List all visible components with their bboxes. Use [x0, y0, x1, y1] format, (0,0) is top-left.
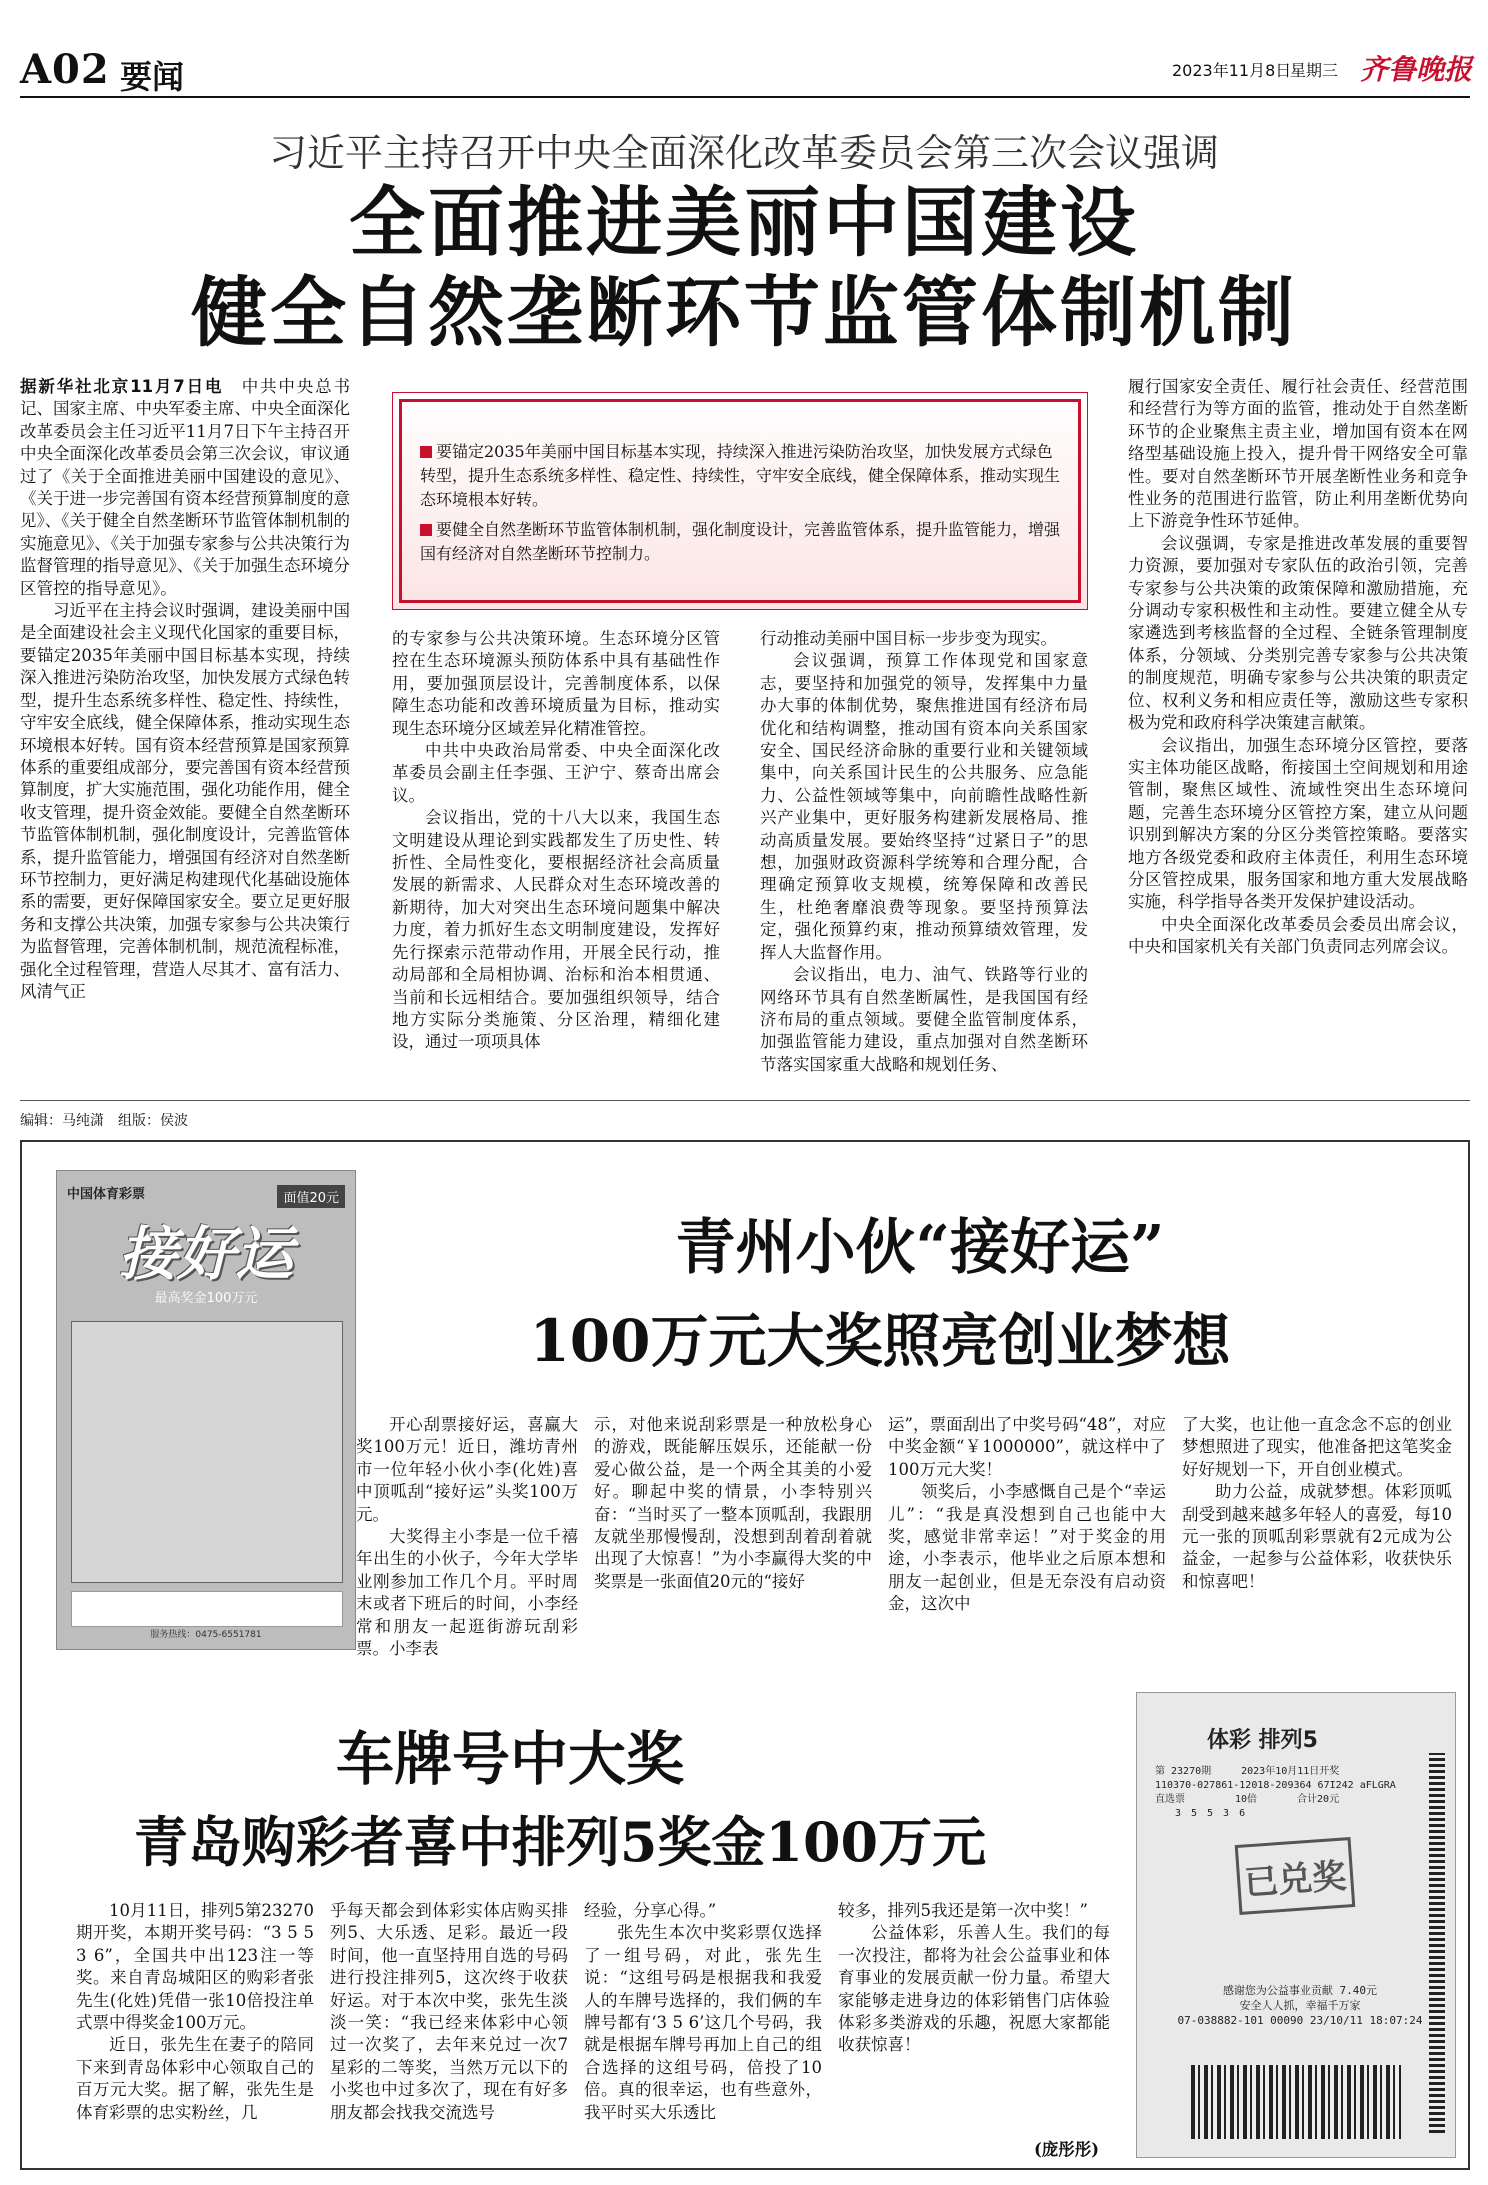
ad1-column-4	[1182, 1414, 1452, 1660]
lead-kicker: 习近平主持召开中央全面深化改革委员会第三次会议强调	[268, 131, 1219, 175]
lead-paragraph: 中央全面深化改革委员会委员出席会议，中央和国家机关有关部门负责同志列席会议。	[1128, 914, 1468, 957]
page-number: A02	[20, 46, 110, 93]
ticket-line: 第 23270期 2023年10月11日开奖	[1155, 1766, 1340, 1777]
ad2-column-1	[76, 1900, 314, 2158]
ad2-headline-1: 车牌号中大奖	[335, 1725, 684, 1793]
ticket-line: 110370-027861-12018-209364 67I242 aFLGRA	[1155, 1780, 1396, 1791]
summary-box	[392, 392, 1088, 610]
summary-point: 要健全自然垄断环节监管体制机制，强化制度设计，完善监管体系，提升监管能力，增强国有经济对自然垄断环节控制力。	[420, 520, 1061, 563]
ad-paragraph: 了大奖，也让他一直念念不忘的创业梦想照进了现实，他准备把这笔奖金好好规划一下，开自创业模式。	[1182, 1415, 1452, 1479]
ticket-barcode-area	[71, 1591, 343, 1627]
ad1-column-1	[356, 1414, 578, 1660]
ticket-line: 3 5 5 3 6	[1155, 1808, 1246, 1819]
ad1-column-2	[594, 1414, 872, 1660]
issue-weekday: 星期三	[1290, 61, 1339, 80]
lead-column-4	[1128, 376, 1468, 1081]
ticket-side-barcode	[1429, 1753, 1445, 2133]
ad1-headline-1: 青州小伙“接好运”	[675, 1213, 1165, 1283]
lead-paragraph: 会议指出，电力、油气、铁路等行业的网络环节具有自然垄断属性，是我国国有经济布局的重点领域。要健全监管制度体系，加强监管能力建设，重点加强对自然垄断环节落实国家重大战略和规划任务、	[760, 965, 1088, 1074]
lead-column-3	[760, 628, 1088, 1081]
ad-paragraph: 示，对他来说刮彩票是一种放松身心的游戏，既能解压娱乐，还能献一份爱心做公益，是一个两全其美的小爱好。聊起中奖的情景，小李特别兴奋：“当时买了一整本顶呱刮，我跟朋友就坐那慢慢刮，没想到刮着刮着就出现了大惊喜！”为小李赢得大奖的中奖票是一张面值20元的“接好	[594, 1415, 872, 1591]
ad-paragraph: 助力公益，成就梦想。体彩顶呱刮受到越来越多年轻人的喜爱，每10元一张的顶呱刮彩票就有2元成为公益金，一起参与公益体彩，收获快乐和惊喜吧！	[1182, 1482, 1452, 1591]
lottery-ticket-photo	[1136, 1692, 1456, 2158]
ad2-headline-2: 青岛购彩者喜中排列5奖金100万元	[133, 1810, 987, 1874]
ticket-phone: 服务热线：0475-6551781	[150, 1630, 262, 1640]
ticket-footer-line: 安全人人抓，幸福千万家	[1239, 1999, 1361, 2012]
ad-paragraph: 10月11日，排列5第23270期开奖，本期开奖号码：“3 5 5 3 6”，全国共中出123注一等奖。来自青岛城阳区的购彩者张先生(化姓)凭借一张10倍投注单式票中得奖金100万元。	[76, 1901, 314, 2033]
editor-credits: 编辑：马纯潇 组版：侯波	[20, 1113, 188, 1129]
lead-column-2	[392, 628, 720, 1081]
ticket-footer	[1155, 1983, 1445, 2028]
lead-paragraph: 会议指出，党的十八大以来，我国生态文明建设从理论到实践都发生了历史性、转折性、全局性变化，要根据经济社会高质量发展的新需求、人民群众对生态环境改善的新期待，加大对突出生态环境问题集中解决力度，着力抓好生态文明制度建设，发挥好先行探索示范带动作用，开展全民行动，推动局部和全局相协调、治标和治本相贯通、当前和长远相结合。要加强组织领导，结合地方实际分类施策、分区治理，精细化建设，通过一项项具体	[392, 808, 720, 1052]
ad1-headline-2: 100万元大奖照亮创业梦想	[529, 1307, 1231, 1375]
lead-paragraph: 的专家参与公共决策环境。生态环境分区管控在生态环境源头预防体系中具有基础性作用，要加强顶层设计，完善制度体系，以保障生态功能和改善环境质量为目标，推动实现生态环境分区域差异化精准管控。	[392, 629, 720, 738]
lead-paragraph: 会议强调，专家是推进改革发展的重要智力资源，要加强对专家队伍的政治引领，完善专家参与公共决策的政策保障和激励措施，充分调动专家积极性和主动性。要建立健全从专家遴选到考核监督的全过程、全链条管理制度体系，分领域、分类别完善专家参与公共决策的制度规范，明确专家参与公共决策的职责定位、权利义务和相应责任等，激励这些专家积极为党和政府科学决策建言献策。	[1128, 533, 1468, 733]
lead-paragraph: 会议强调，预算工作体现党和国家意志，要坚持和加强党的领导，发挥集中力量办大事的体制优势，聚焦推进国有经济布局优化和结构调整，推动国有资本向关系国家安全、国民经济命脉的重要行业和关键领域集中，向关系国计民生的公共服务、应急能力、公益性领域等集中，向前瞻性战略性新兴产业集中，更好服务构建新发展格局、推动高质量发展。要始终坚持“过紧日子”的思想，加强财政资源科学统筹和合理分配，合理确定预算收支规模，统筹保障和改善民生，杜绝奢靡浪费等现象。要坚持预算法定，强化预算约束，推动预算绩效管理，发挥人大监督作用。	[760, 651, 1088, 962]
lead-paragraph: 会议指出，加强生态环境分区管控，要落实主体功能区战略，衔接国土空间规划和用途管制，聚焦区域性、流域性突出生态环境问题，完善生态环境分区管控方案，建立从问题识别到解决方案的分区分类管控策略。要落实地方各级党委和政府主体责任，利用生态环境分区管控成果，服务国家和地方重大发展战略实施，科学指导各类开发保护建设活动。	[1128, 735, 1468, 912]
bullet-square-icon	[420, 524, 432, 536]
lead-headline-2: 健全自然垄断环节监管体制机制	[191, 268, 1297, 357]
newspaper-logo: 齐鲁晚报	[1360, 53, 1473, 86]
ad-paragraph: 较多，排列5我还是第一次中奖！”	[838, 1901, 1088, 1920]
ticket-line: 直选票 10倍 合计20元	[1155, 1794, 1340, 1805]
ticket-qr-code	[1191, 2065, 1401, 2139]
ticket-price: 面值20元	[277, 1185, 345, 1208]
redeemed-stamp	[1235, 1837, 1356, 1915]
ad2-column-3	[584, 1900, 822, 2158]
lead-column-1	[20, 376, 350, 1081]
stamp-text: 已兑奖	[1243, 1856, 1348, 1904]
ad-paragraph: 经验，分享心得。”	[584, 1901, 717, 1920]
ticket-logo: 中国体育彩票	[67, 1187, 146, 1202]
ticket-brand: 体彩 排列5	[1207, 1728, 1318, 1753]
lead-paragraph: 中共中央政治局常委、中央全面深化改革委员会副主任李强、王沪宁、蔡奇出席会议。	[392, 741, 720, 805]
ticket-scratch-area	[71, 1321, 343, 1583]
credits-rule	[20, 1100, 1470, 1101]
ticket-footer-line: 感谢您为公益事业贡献 7.40元	[1222, 1984, 1378, 1997]
section-name: 要闻	[120, 58, 185, 96]
bullet-square-icon	[420, 446, 432, 458]
summary-point: 要锚定2035年美丽中国目标基本实现，持续深入推进污染防治攻坚，加快发展方式绿色转型，提升生态系统多样性、稳定性、持续性，守牢安全底线，健全保障体系，推动实现生态环境根本好转。	[420, 442, 1061, 509]
ad-paragraph: 乎每天都会到体彩实体店购买排列5、大乐透、足彩。最近一段时间，他一直坚持用自选的号码进行投注排列5，这次终于收获好运。对于本次中奖，张先生淡淡一笑：“我已经来体彩中心领过一次奖了，去年来兑过一次7星彩的二等奖，当然万元以下的小奖也中过多次了，现在有好多朋友都会找我交流选号	[330, 1901, 568, 2122]
ad2-column-2	[330, 1900, 568, 2158]
lead-paragraph: 据新华社北京11月7日电 中共中央总书记、国家主席、中央军委主席、中央全面深化改革委员会主任习近平11月7日下午主持召开中央全面深化改革委员会第三次会议，审议通过了《关于全面推进美丽中国建设的意见》、《关于进一步完善国有资本经营预算制度的意见》、《关于健全自然垄断环节监管体制机制的实施意见》、《关于加强专家参与公共决策行为监督管理的指导意见》、《关于加强生态环境分区管控的指导意见》。	[20, 377, 350, 598]
ticket-lines	[1155, 1765, 1445, 1821]
lead-paragraph: 履行国家安全责任、履行社会责任、经营范围和经营行为等方面的监管，推动处于自然垄断环节的企业聚焦主责主业，增加国有资本在网络型基础设施上投入，提升骨干网络安全可靠性。要对自然垄断环节开展垄断性业务和竞争性业务的范围进行监管，防止利用垄断优势向上下游竞争性环节延伸。	[1128, 377, 1468, 531]
ad-paragraph: 张先生本次中奖彩票仅选择了一组号码，对此，张先生说：“这组号码是根据我和我爱人的车牌号选择的，我们俩的车牌号都有‘3 5 6’这几个号码，我就是根据车牌号再加上自己的组合选择的这组号码，倍投了10倍。真的很幸运，也有些意外，我平时买大乐透比	[584, 1923, 822, 2122]
ad-paragraph: 近日，张先生在妻子的陪同下来到青岛体彩中心领取自己的百万元大奖。据了解，张先生是体育彩票的忠实粉丝，几	[76, 2035, 314, 2122]
ad-paragraph: 领奖后，小李感慨自己是个“幸运儿”：“我是真没想到自己也能中大奖，感觉非常幸运！”对于奖金的用途，小李表示，他毕业之后原本想和朋友一起创业，但是无奈没有启动资金，这次中	[888, 1482, 1166, 1614]
lead-paragraph: 行动推动美丽中国目标一步步变为现实。	[760, 629, 1057, 648]
lead-paragraph: 习近平在主持会议时强调，建设美丽中国是全面建设社会主义现代化国家的重要目标，要锚定2035年美丽中国目标基本实现，持续深入推进污染防治攻坚，加快发展方式绿色转型，提升生态系统多样性、稳定性、持续性，守牢安全底线，健全保障体系，推动实现生态环境根本好转。国有资本经营预算是国家预算体系的重要组成部分，要完善国有资本经营预算制度，扩大实施范围，强化功能作用，健全收支管理，提升资金效能。要健全自然垄断环节监管体制机制，强化制度设计，完善监管体系，提升监管能力，增强国有经济对自然垄断环节控制力，更好满足构建现代化基础设施体系的需要，更好保障国家安全。要立足更好服务和支撑公共决策，加强专家参与公共决策行为监督管理，完善体制机制，规范流程标准，强化全过程管理，营造人尽其才、富有活力、风清气正	[20, 601, 350, 1001]
lead-headline-1: 全面推进美丽中国建设	[349, 178, 1139, 267]
ad1-column-3	[888, 1414, 1166, 1660]
ad-paragraph: 运”，票面刮出了中奖号码“48”，对应中奖金额“￥1000000”，就这样中了100万元大奖！	[888, 1415, 1166, 1479]
ad-paragraph: 开心刮票接好运，喜赢大奖100万元！近日，潍坊青州市一位年轻小伙小李(化姓)喜中顶呱刮“接好运”头奖100万元。	[356, 1415, 578, 1524]
ad2-byline: (庞彤彤)	[1034, 2140, 1100, 2159]
issue-date: 2023年11月8日	[1172, 61, 1292, 80]
summary-inner	[399, 399, 1081, 603]
ticket-top-prize: 最高奖金100万元	[154, 1291, 258, 1306]
header-rule	[20, 96, 1470, 98]
scratch-ticket-photo	[56, 1170, 356, 1650]
ad2-column-4	[838, 1900, 1110, 2158]
dateline: 据新华社北京11月7日电	[20, 377, 224, 396]
ad-paragraph: 大奖得主小李是一位千禧年出生的小伙子，今年大学毕业刚参加工作几个月。平时周末或者下班后的时间，小李经常和朋友一起逛街游玩刮彩票。小李表	[356, 1527, 578, 1659]
ticket-name: 接好运	[118, 1220, 293, 1288]
ticket-footer-line: 07-038882-101 00090 23/10/11 18:07:24	[1177, 2014, 1423, 2027]
ad-paragraph: 公益体彩，乐善人生。我们的每一次投注，都将为社会公益事业和体育事业的发展贡献一份力量。希望大家能够走进身边的体彩销售门店体验体彩多类游戏的乐趣，祝愿大家都能收获惊喜！	[838, 1923, 1110, 2055]
